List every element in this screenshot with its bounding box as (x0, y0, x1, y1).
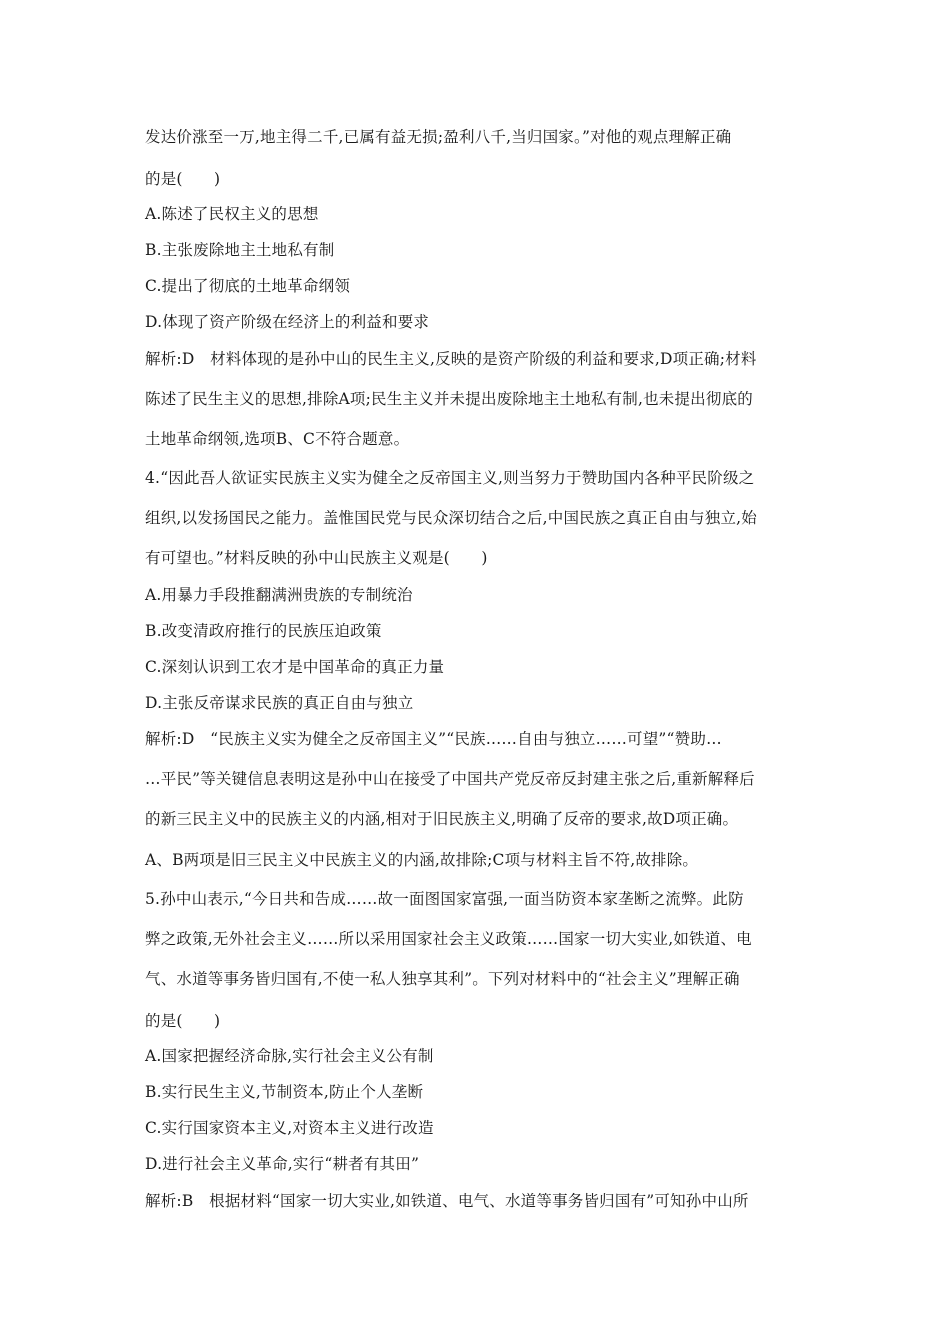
question-5-line: 的是( ) (145, 1012, 221, 1030)
option-c: C.提出了彻底的土地革命纲领 (145, 277, 351, 295)
analysis-line: 陈述了民生主义的思想,排除A项;民生主义并未提出废除地主土地私有制,也未提出彻底的 (145, 390, 753, 408)
option-a: A.陈述了民权主义的思想 (145, 205, 319, 223)
text-line: 发达价涨至一万,地主得二千,已属有益无损;盈利八千,当归国家。”对他的观点理解正确 (145, 128, 732, 146)
option-b: B.实行民生主义,节制资本,防止个人垄断 (145, 1083, 424, 1101)
option-b: B.主张废除地主土地私有制 (145, 241, 335, 259)
analysis-line: …平民”等关键信息表明这是孙中山在接受了中国共产党反帝反封建主张之后,重新解释后 (145, 770, 755, 788)
analysis-line: 解析:B 根据材料“国家一切大实业,如铁道、电气、水道等事务皆归国有”可知孙中山所 (145, 1192, 749, 1210)
option-a: A.国家把握经济命脉,实行社会主义公有制 (145, 1047, 434, 1065)
option-d: D.主张反帝谋求民族的真正自由与独立 (145, 694, 414, 712)
text-line: 的是( ) (145, 170, 221, 188)
option-c: C.实行国家资本主义,对资本主义进行改造 (145, 1119, 434, 1137)
option-b: B.改变清政府推行的民族压迫政策 (145, 622, 382, 640)
question-5-line: 弊之政策,无外社会主义……所以采用国家社会主义政策……国家一切大实业,如铁道、电 (145, 930, 752, 948)
analysis-line: 土地革命纲领,选项B、C不符合题意。 (145, 430, 410, 448)
option-a: A.用暴力手段推翻满洲贵族的专制统治 (145, 586, 413, 604)
option-c: C.深刻认识到工农才是中国革命的真正力量 (145, 658, 445, 676)
analysis-line: 解析:D “民族主义实为健全之反帝国主义”“民族……自由与独立……可望”“赞助… (145, 730, 722, 748)
question-4-line: 组织,以发扬国民之能力。盖惟国民党与民众深切结合之后,中国民族之真正自由与独立,始 (145, 509, 757, 527)
question-4-line: 有可望也。”材料反映的孙中山民族主义观是( ) (145, 549, 488, 567)
analysis-line: 的新三民主义中的民族主义的内涵,相对于旧民族主义,明确了反帝的要求,故D项正确。 (145, 810, 739, 828)
question-4-line: 4.“因此吾人欲证实民族主义实为健全之反帝国主义,则当努力于赞助国内各种平民阶级之 (145, 469, 755, 487)
option-d: D.进行社会主义革命,实行“耕者有其田” (145, 1155, 420, 1173)
question-5-line: 5.孙中山表示,“今日共和告成……故一面图国家富强,一面当防资本家垄断之流弊。此防 (145, 890, 744, 908)
option-d: D.体现了资产阶级在经济上的利益和要求 (145, 313, 430, 331)
analysis-line: 解析:D 材料体现的是孙中山的民生主义,反映的是资产阶级的利益和要求,D项正确;材料 (145, 350, 757, 368)
question-5-line: 气、水道等事务皆归国有,不使一私人独享其利”。下列对材料中的“社会主义”理解正确 (145, 970, 740, 988)
analysis-line: A、B两项是旧三民主义中民族主义的内涵,故排除;C项与材料主旨不符,故排除。 (145, 851, 699, 869)
